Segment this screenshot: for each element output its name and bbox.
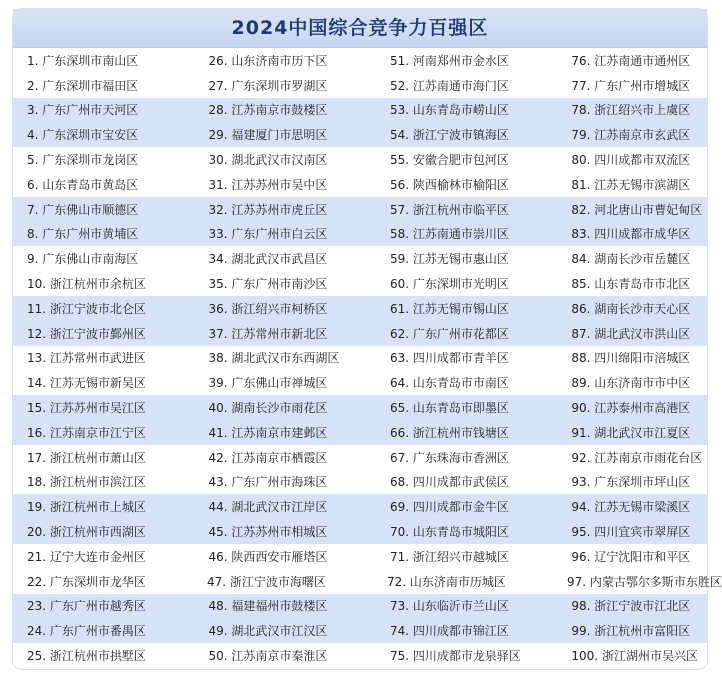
table-row bbox=[13, 519, 707, 544]
ranking-entry: 54. 浙江宁波市镇海区 bbox=[389, 128, 509, 143]
ranking-entry: 99. 浙江杭州市富阳区 bbox=[571, 624, 691, 639]
ranking-entry: 16. 江苏南京市江宁区 bbox=[27, 425, 146, 440]
ranking-entry: 100. 浙江湖州市吴兴区 bbox=[571, 649, 698, 664]
ranking-entry: 7. 广东佛山市顺德区 bbox=[27, 202, 139, 217]
ranking-grid bbox=[13, 48, 722, 668]
ranking-entry: 11. 浙江宁波市北仑区 bbox=[27, 301, 146, 316]
ranking-entry: 34. 湖北武汉市武昌区 bbox=[208, 252, 328, 267]
ranking-entry: 61. 江苏无锡市锡山区 bbox=[389, 301, 509, 316]
ranking-entry: 57. 浙江杭州市临平区 bbox=[389, 202, 509, 217]
ranking-entry: 89. 山东济南市市中区 bbox=[571, 376, 691, 391]
ranking-entry: 78. 浙江绍兴市上虞区 bbox=[571, 103, 691, 118]
ranking-entry: 38. 湖北武汉市东西湖区 bbox=[208, 351, 340, 366]
table-row bbox=[13, 494, 707, 519]
ranking-entry: 95. 四川宜宾市翠屏区 bbox=[571, 525, 691, 540]
ranking-entry: 2. 广东深圳市福田区 bbox=[27, 78, 139, 93]
ranking-entry: 72. 山东济南市历城区 bbox=[387, 574, 506, 589]
ranking-entry: 49. 湖北武汉市江汉区 bbox=[208, 624, 328, 639]
table-row bbox=[13, 420, 707, 445]
ranking-entry: 35. 广东广州市南沙区 bbox=[208, 277, 328, 292]
ranking-entry: 32. 江苏苏州市虎丘区 bbox=[208, 202, 328, 217]
table-row bbox=[13, 643, 707, 668]
ranking-entry: 52. 江苏南通市海门区 bbox=[389, 78, 509, 93]
ranking-entry: 68. 四川成都市武侯区 bbox=[389, 475, 509, 490]
ranking-entry: 41. 江苏南京市建邺区 bbox=[208, 425, 328, 440]
ranking-entry: 97. 内蒙古鄂尔多斯市东胜区 bbox=[567, 574, 722, 589]
ranking-entry: 63. 四川成都市青羊区 bbox=[389, 351, 509, 366]
ranking-entry: 24. 广东广州市番禺区 bbox=[27, 624, 146, 639]
ranking-entry: 55. 安徽合肥市包河区 bbox=[389, 153, 509, 168]
ranking-entry: 9. 广东佛山市南海区 bbox=[27, 252, 139, 267]
ranking-entry: 8. 广东广州市黄埔区 bbox=[27, 227, 139, 242]
ranking-entry: 58. 江苏南通市崇川区 bbox=[389, 227, 509, 242]
ranking-entry: 60. 广东深圳市光明区 bbox=[389, 277, 509, 292]
ranking-entry: 19. 浙江杭州市上城区 bbox=[27, 500, 146, 515]
ranking-entry: 59. 江苏无锡市惠山区 bbox=[389, 252, 509, 267]
ranking-entry: 83. 四川成都市成华区 bbox=[571, 227, 691, 242]
table-row bbox=[13, 147, 707, 172]
ranking-entry: 39. 广东佛山市禅城区 bbox=[208, 376, 328, 391]
ranking-entry: 1. 广东深圳市南山区 bbox=[27, 53, 139, 68]
ranking-entry: 64. 山东青岛市市南区 bbox=[389, 376, 509, 391]
ranking-entry: 71. 浙江绍兴市越城区 bbox=[389, 549, 509, 564]
ranking-entry: 25. 浙江杭州市拱墅区 bbox=[27, 649, 146, 664]
table-row bbox=[13, 370, 707, 395]
ranking-entry: 53. 山东青岛市崂山区 bbox=[389, 103, 509, 118]
ranking-entry: 84. 湖南长沙市岳麓区 bbox=[571, 252, 691, 267]
ranking-entry: 21. 辽宁大连市金州区 bbox=[27, 549, 146, 564]
ranking-entry: 3. 广东广州市天河区 bbox=[27, 103, 139, 118]
ranking-entry: 87. 湖北武汉市洪山区 bbox=[571, 326, 691, 341]
ranking-entry: 88. 四川绵阳市涪城区 bbox=[571, 351, 691, 366]
ranking-entry: 86. 湖南长沙市天心区 bbox=[571, 301, 691, 316]
table-row bbox=[13, 544, 707, 569]
ranking-entry: 96. 辽宁沈阳市和平区 bbox=[571, 549, 691, 564]
table-row bbox=[13, 470, 707, 495]
ranking-entry: 13. 江苏常州市武进区 bbox=[27, 351, 146, 366]
ranking-entry: 15. 江苏苏州市吴江区 bbox=[27, 401, 146, 416]
ranking-entry: 46. 陕西西安市雁塔区 bbox=[208, 549, 328, 564]
ranking-entry: 79. 江苏南京市玄武区 bbox=[571, 128, 691, 143]
ranking-entry: 10. 浙江杭州市余杭区 bbox=[27, 277, 146, 292]
ranking-entry: 22. 广东深圳市龙华区 bbox=[27, 574, 146, 589]
ranking-entry: 81. 江苏无锡市滨湖区 bbox=[571, 177, 691, 192]
ranking-entry: 27. 广东深圳市罗湖区 bbox=[208, 78, 328, 93]
ranking-entry: 75. 四川成都市龙泉驿区 bbox=[389, 649, 521, 664]
ranking-entry: 51. 河南郑州市金水区 bbox=[389, 53, 509, 68]
ranking-entry: 65. 山东青岛市即墨区 bbox=[389, 401, 509, 416]
table-row bbox=[13, 618, 707, 643]
ranking-entry: 76. 江苏南通市通州区 bbox=[571, 53, 691, 68]
ranking-entry: 14. 江苏无锡市新吴区 bbox=[27, 376, 146, 391]
ranking-entry: 47. 浙江宁波市海曙区 bbox=[207, 574, 326, 589]
ranking-entry: 43. 广东广州市海珠区 bbox=[208, 475, 328, 490]
ranking-entry: 18. 浙江杭州市滨江区 bbox=[27, 475, 146, 490]
table-row bbox=[13, 346, 707, 371]
ranking-entry: 62. 广东广州市花都区 bbox=[389, 326, 509, 341]
ranking-card bbox=[12, 8, 722, 670]
table-row bbox=[13, 569, 722, 594]
table-row bbox=[13, 73, 707, 98]
table-row bbox=[13, 197, 707, 222]
ranking-entry: 73. 山东临沂市兰山区 bbox=[389, 599, 509, 614]
table-row bbox=[13, 122, 707, 147]
ranking-entry: 70. 山东青岛市城阳区 bbox=[389, 525, 509, 540]
ranking-entry: 30. 湖北武汉市汉南区 bbox=[208, 153, 328, 168]
ranking-entry: 5. 广东深圳市龙岗区 bbox=[27, 153, 139, 168]
ranking-entry: 91. 湖北武汉市江夏区 bbox=[571, 425, 691, 440]
table-row bbox=[13, 48, 707, 73]
ranking-entry: 69. 四川成都市金牛区 bbox=[389, 500, 509, 515]
ranking-entry: 93. 广东深圳市坪山区 bbox=[571, 475, 691, 490]
table-row bbox=[13, 222, 707, 247]
ranking-entry: 17. 浙江杭州市萧山区 bbox=[27, 450, 146, 465]
ranking-entry: 74. 四川成都市锦江区 bbox=[389, 624, 509, 639]
ranking-entry: 40. 湖南长沙市雨花区 bbox=[208, 401, 328, 416]
ranking-entry: 28. 江苏南京市鼓楼区 bbox=[208, 103, 328, 118]
ranking-entry: 20. 浙江杭州市西湖区 bbox=[27, 525, 146, 540]
ranking-entry: 48. 福建福州市鼓楼区 bbox=[208, 599, 328, 614]
table-row bbox=[13, 98, 707, 123]
ranking-entry: 82. 河北唐山市曹妃甸区 bbox=[571, 202, 703, 217]
ranking-entry: 37. 江苏常州市新北区 bbox=[208, 326, 328, 341]
table-row bbox=[13, 445, 707, 470]
ranking-entry: 29. 福建厦门市思明区 bbox=[208, 128, 328, 143]
ranking-entry: 42. 江苏南京市栖霞区 bbox=[208, 450, 328, 465]
table-row bbox=[13, 321, 707, 346]
ranking-entry: 26. 山东济南市历下区 bbox=[208, 53, 328, 68]
page-title: 2024中国综合竞争力百强区 bbox=[13, 9, 707, 48]
table-row bbox=[13, 594, 707, 619]
ranking-entry: 67. 广东珠海市香洲区 bbox=[389, 450, 509, 465]
ranking-entry: 31. 江苏苏州市吴中区 bbox=[208, 177, 328, 192]
ranking-entry: 4. 广东深圳市宝安区 bbox=[27, 128, 139, 143]
table-row bbox=[13, 172, 707, 197]
ranking-entry: 45. 江苏苏州市相城区 bbox=[208, 525, 328, 540]
table-row bbox=[13, 271, 707, 296]
ranking-entry: 50. 江苏南京市秦淮区 bbox=[208, 649, 328, 664]
ranking-entry: 33. 广东广州市白云区 bbox=[208, 227, 328, 242]
table-row bbox=[13, 395, 707, 420]
ranking-entry: 12. 浙江宁波市鄞州区 bbox=[27, 326, 146, 341]
ranking-entry: 23. 广东广州市越秀区 bbox=[27, 599, 146, 614]
ranking-entry: 6. 山东青岛市黄岛区 bbox=[27, 177, 139, 192]
table-row bbox=[13, 246, 707, 271]
ranking-entry: 85. 山东青岛市市北区 bbox=[571, 277, 691, 292]
ranking-entry: 98. 浙江宁波市江北区 bbox=[571, 599, 691, 614]
ranking-entry: 92. 江苏南京市雨花台区 bbox=[571, 450, 703, 465]
ranking-entry: 94. 江苏无锡市梁溪区 bbox=[571, 500, 691, 515]
table-row bbox=[13, 296, 707, 321]
ranking-entry: 56. 陕西榆林市榆阳区 bbox=[389, 177, 509, 192]
ranking-entry: 90. 江苏泰州市高港区 bbox=[571, 401, 691, 416]
ranking-entry: 77. 广东广州市增城区 bbox=[571, 78, 691, 93]
ranking-entry: 80. 四川成都市双流区 bbox=[571, 153, 691, 168]
ranking-entry: 44. 湖北武汉市江岸区 bbox=[208, 500, 328, 515]
ranking-entry: 66. 浙江杭州市钱塘区 bbox=[389, 425, 509, 440]
ranking-entry: 36. 浙江绍兴市柯桥区 bbox=[208, 301, 328, 316]
